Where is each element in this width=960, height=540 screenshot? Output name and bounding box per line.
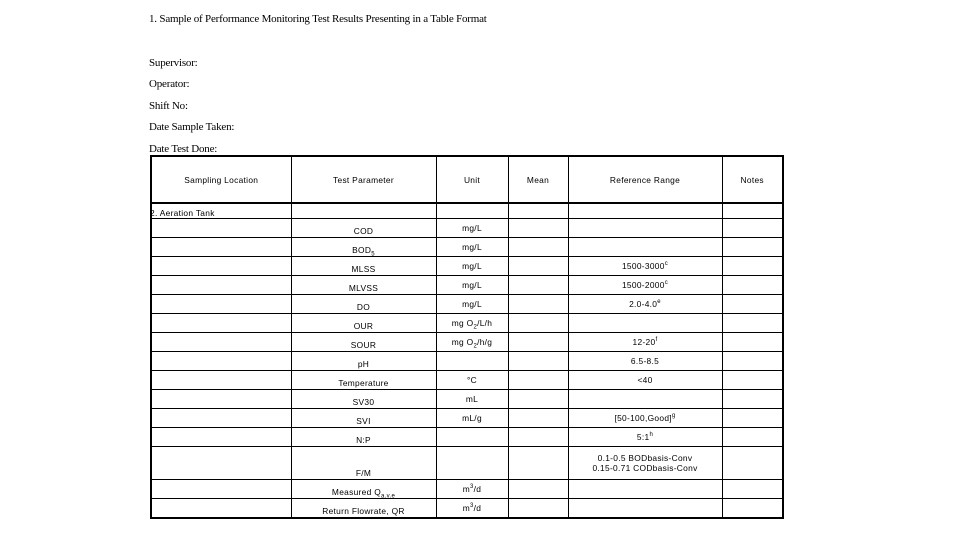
notes-cell bbox=[722, 314, 783, 333]
reference-range-cell bbox=[568, 390, 722, 409]
table-row bbox=[151, 352, 783, 371]
test-parameter: MLVSS bbox=[348, 283, 379, 293]
mean-cell bbox=[508, 428, 568, 447]
reference-range-superscript: e bbox=[657, 299, 661, 306]
reference-range: 1500-3000 bbox=[621, 261, 665, 271]
reference-range-superscript: h bbox=[649, 432, 654, 439]
test-parameter-cell bbox=[291, 257, 436, 276]
header-unit: Unit bbox=[436, 156, 508, 203]
reference-range: 2.0-4.0 bbox=[629, 299, 658, 309]
sampling-location-cell bbox=[151, 390, 291, 409]
test-parameter-cell bbox=[291, 276, 436, 295]
page-title: 1. Sample of Performance Monitoring Test Results Presenting in a Table Format bbox=[149, 13, 487, 25]
notes-cell bbox=[722, 447, 783, 480]
reference-range-cell bbox=[568, 428, 722, 447]
reference-range-line-1: 0.1-0.5 BODbasis-Conv bbox=[597, 453, 693, 463]
table-cell bbox=[291, 203, 436, 219]
reference-range-cell bbox=[568, 295, 722, 314]
test-parameter: Measured Q bbox=[331, 487, 382, 497]
mean-cell bbox=[508, 276, 568, 295]
mean-cell bbox=[508, 390, 568, 409]
mean-cell bbox=[508, 238, 568, 257]
unit-cell bbox=[436, 371, 508, 390]
mean-cell bbox=[508, 314, 568, 333]
table-cell bbox=[436, 203, 508, 219]
reference-range-superscript: c bbox=[664, 261, 669, 268]
sampling-location-cell bbox=[151, 371, 291, 390]
reference-range: [50-100,Good] bbox=[614, 413, 672, 423]
unit-value: mL bbox=[465, 394, 479, 404]
supervisor-label: Supervisor: bbox=[149, 57, 198, 69]
notes-cell bbox=[722, 499, 783, 519]
unit-cell bbox=[436, 276, 508, 295]
mean-cell bbox=[508, 352, 568, 371]
table-cell bbox=[722, 203, 783, 219]
unit-cell bbox=[436, 390, 508, 409]
header-reference-range: Reference Range bbox=[568, 156, 722, 203]
sampling-location-cell bbox=[151, 314, 291, 333]
operator-label: Operator: bbox=[149, 78, 190, 90]
date-sample-taken-label: Date Sample Taken: bbox=[149, 121, 235, 133]
unit-value: mg O bbox=[451, 318, 474, 328]
unit-cell bbox=[436, 352, 508, 371]
sampling-location-cell bbox=[151, 276, 291, 295]
reference-range-cell bbox=[568, 238, 722, 257]
reference-range-superscript: g bbox=[671, 413, 676, 420]
unit-cell bbox=[436, 219, 508, 238]
unit-value: mg/L bbox=[462, 242, 482, 252]
sampling-location-cell bbox=[151, 499, 291, 519]
notes-cell bbox=[722, 428, 783, 447]
test-parameter-subscript: 5 bbox=[371, 251, 375, 258]
reference-range: 5:1 bbox=[636, 432, 650, 442]
unit-value-subscript: 2 bbox=[473, 343, 478, 350]
unit-cell bbox=[436, 447, 508, 480]
reference-range: <40 bbox=[637, 375, 653, 385]
table-cell bbox=[568, 203, 722, 219]
unit-value-subscript: 2 bbox=[473, 324, 478, 331]
header-test-parameter: Test Parameter bbox=[291, 156, 436, 203]
test-parameter: Return Flowrate, QR bbox=[322, 506, 405, 516]
reference-range: 6.5-8.5 bbox=[630, 356, 660, 366]
unit-value: m bbox=[462, 484, 471, 494]
test-parameter-cell bbox=[291, 352, 436, 371]
date-test-done-label: Date Test Done: bbox=[149, 143, 218, 155]
unit-cell bbox=[436, 238, 508, 257]
unit-cell bbox=[436, 428, 508, 447]
test-parameter: F/M bbox=[355, 468, 372, 478]
test-parameter: SOUR bbox=[350, 340, 377, 350]
test-parameter-cell bbox=[291, 447, 436, 480]
unit-cell bbox=[436, 295, 508, 314]
notes-cell bbox=[722, 276, 783, 295]
mean-cell bbox=[508, 333, 568, 352]
unit-cell bbox=[436, 257, 508, 276]
mean-cell bbox=[508, 257, 568, 276]
section-row bbox=[151, 203, 783, 219]
reference-range: 1500-2000 bbox=[621, 280, 665, 290]
reference-range-cell bbox=[568, 409, 722, 428]
table-row bbox=[151, 371, 783, 390]
unit-value: °C bbox=[467, 375, 477, 385]
reference-range-line-2: 0.15-0.71 CODbasis-Conv bbox=[592, 463, 698, 473]
notes-cell bbox=[722, 409, 783, 428]
table-row bbox=[151, 238, 783, 257]
header-mean: Mean bbox=[508, 156, 568, 203]
unit-value: m bbox=[462, 503, 471, 513]
test-parameter-cell bbox=[291, 333, 436, 352]
test-parameter: Temperature bbox=[338, 378, 389, 388]
mean-cell bbox=[508, 295, 568, 314]
notes-cell bbox=[722, 257, 783, 276]
test-parameter: N:P bbox=[356, 435, 371, 445]
mean-cell bbox=[508, 219, 568, 238]
unit-value: mL/g bbox=[462, 413, 482, 423]
sampling-location-cell bbox=[151, 428, 291, 447]
mean-cell bbox=[508, 499, 568, 519]
test-parameter-cell bbox=[291, 409, 436, 428]
notes-cell bbox=[722, 219, 783, 238]
test-parameter-cell bbox=[291, 371, 436, 390]
sampling-location-cell bbox=[151, 447, 291, 480]
reference-range-cell bbox=[568, 499, 722, 519]
table-row bbox=[151, 428, 783, 447]
table-row-fm bbox=[151, 447, 783, 480]
unit-cell bbox=[436, 409, 508, 428]
notes-cell bbox=[722, 352, 783, 371]
unit-cell bbox=[436, 333, 508, 352]
test-parameter-cell bbox=[291, 480, 436, 499]
sampling-location-cell bbox=[151, 333, 291, 352]
notes-cell bbox=[722, 238, 783, 257]
section-label-cell bbox=[151, 203, 291, 219]
test-parameter: COD bbox=[353, 226, 374, 236]
reference-range: 12-20 bbox=[632, 337, 656, 347]
test-parameter-cell bbox=[291, 314, 436, 333]
header-notes: Notes bbox=[722, 156, 783, 203]
test-parameter: SVI bbox=[356, 416, 371, 426]
table-row bbox=[151, 295, 783, 314]
table-row bbox=[151, 480, 783, 499]
test-parameter: MLSS bbox=[351, 264, 376, 274]
notes-cell bbox=[722, 333, 783, 352]
table-row bbox=[151, 333, 783, 352]
test-parameter-cell bbox=[291, 219, 436, 238]
table-row bbox=[151, 219, 783, 238]
reference-range-superscript: c bbox=[664, 280, 669, 287]
unit-value: mg/L bbox=[462, 223, 482, 233]
notes-cell bbox=[722, 390, 783, 409]
unit-cell bbox=[436, 314, 508, 333]
reference-range-cell bbox=[568, 447, 722, 480]
mean-cell bbox=[508, 409, 568, 428]
table-row bbox=[151, 390, 783, 409]
sampling-location-cell bbox=[151, 238, 291, 257]
reference-range-cell bbox=[568, 314, 722, 333]
reference-range-cell bbox=[568, 352, 722, 371]
test-parameter: SV30 bbox=[352, 397, 375, 407]
test-parameter: DO bbox=[356, 302, 371, 312]
shift-no-label: Shift No: bbox=[149, 100, 188, 112]
test-parameter-subscript: a.v.e bbox=[381, 493, 396, 500]
unit-value-rest: /h/g bbox=[477, 337, 493, 347]
unit-value: mg/L bbox=[462, 280, 482, 290]
test-parameter: OUR bbox=[353, 321, 374, 331]
sampling-location-cell bbox=[151, 480, 291, 499]
table-row bbox=[151, 257, 783, 276]
unit-value: mg/L bbox=[462, 261, 482, 271]
table-cell bbox=[508, 203, 568, 219]
notes-cell bbox=[722, 371, 783, 390]
table-row bbox=[151, 409, 783, 428]
unit-cell bbox=[436, 499, 508, 519]
header-sampling-location: Sampling Location bbox=[151, 156, 291, 203]
reference-range-superscript: f bbox=[655, 337, 658, 344]
test-parameter-cell bbox=[291, 295, 436, 314]
mean-cell bbox=[508, 371, 568, 390]
test-parameter-cell bbox=[291, 390, 436, 409]
unit-value: mg O bbox=[451, 337, 474, 347]
table-row bbox=[151, 499, 783, 519]
notes-cell bbox=[722, 480, 783, 499]
unit-value-rest: /d bbox=[473, 503, 482, 513]
mean-cell bbox=[508, 447, 568, 480]
unit-cell bbox=[436, 480, 508, 499]
table-row bbox=[151, 276, 783, 295]
unit-value-superscript: 3 bbox=[470, 503, 474, 510]
test-parameter-cell bbox=[291, 499, 436, 519]
reference-range-cell bbox=[568, 219, 722, 238]
test-parameter: pH bbox=[357, 359, 370, 369]
test-parameter: BOD bbox=[352, 245, 372, 255]
section-label: 2. Aeration Tank bbox=[150, 208, 215, 218]
unit-value-superscript: 3 bbox=[470, 484, 474, 491]
reference-range-cell bbox=[568, 276, 722, 295]
unit-value: mg/L bbox=[462, 299, 482, 309]
reference-range-cell bbox=[568, 371, 722, 390]
sampling-location-cell bbox=[151, 295, 291, 314]
reference-range-cell bbox=[568, 333, 722, 352]
unit-value-rest: /L/h bbox=[477, 318, 493, 328]
unit-value-rest: /d bbox=[473, 484, 482, 494]
reference-range-cell bbox=[568, 257, 722, 276]
table-row bbox=[151, 314, 783, 333]
notes-cell bbox=[722, 295, 783, 314]
test-parameter-cell bbox=[291, 428, 436, 447]
sampling-location-cell bbox=[151, 409, 291, 428]
test-parameter-cell bbox=[291, 238, 436, 257]
sampling-location-cell bbox=[151, 219, 291, 238]
sampling-location-cell bbox=[151, 352, 291, 371]
results-table bbox=[150, 155, 784, 519]
reference-range-cell bbox=[568, 480, 722, 499]
table-header-row bbox=[151, 156, 783, 203]
sampling-location-cell bbox=[151, 257, 291, 276]
mean-cell bbox=[508, 480, 568, 499]
